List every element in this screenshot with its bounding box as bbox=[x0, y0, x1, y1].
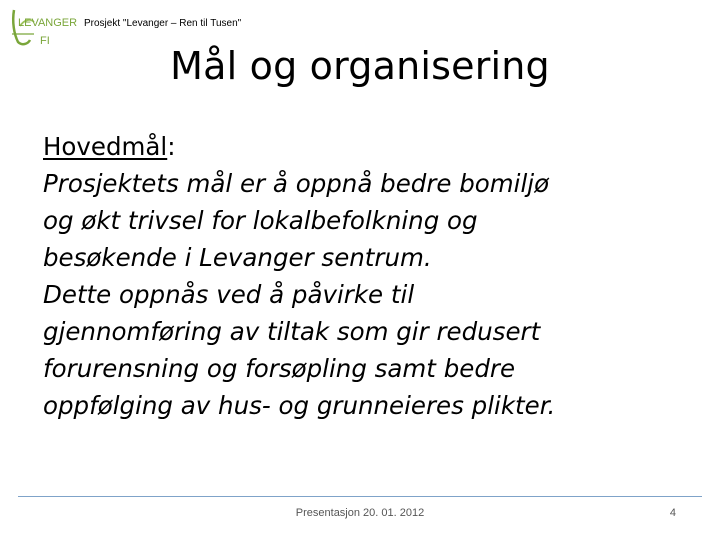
logo-suffix: FI bbox=[40, 35, 50, 47]
project-label: Prosjekt "Levanger – Ren til Tusen" bbox=[84, 18, 242, 29]
main-goal-heading bbox=[43, 128, 683, 165]
slide-title: Mål og organisering bbox=[170, 44, 550, 88]
goal-paragraph: Prosjektets mål er å oppnå bedre bomiljø og økt trivsel for lokalbefolkning og besøkende i Levanger sentrum. bbox=[43, 169, 550, 272]
method-paragraph: Dette oppnås ved å påvirke til gjennomføring av tiltak som gir redusert forurensning og forsøpling samt bedre oppfølging av hus- og grunneieres plikter. bbox=[43, 280, 556, 420]
slide-body bbox=[43, 128, 683, 424]
main-goal-label: Hovedmål bbox=[43, 132, 168, 161]
footer-date: Presentasjon 20. 01. 2012 bbox=[295, 507, 425, 519]
page-number: 4 bbox=[669, 507, 676, 519]
footer-divider bbox=[18, 496, 702, 497]
main-goal-colon: : bbox=[167, 132, 176, 161]
logo-text: LEVANGER bbox=[18, 17, 78, 29]
